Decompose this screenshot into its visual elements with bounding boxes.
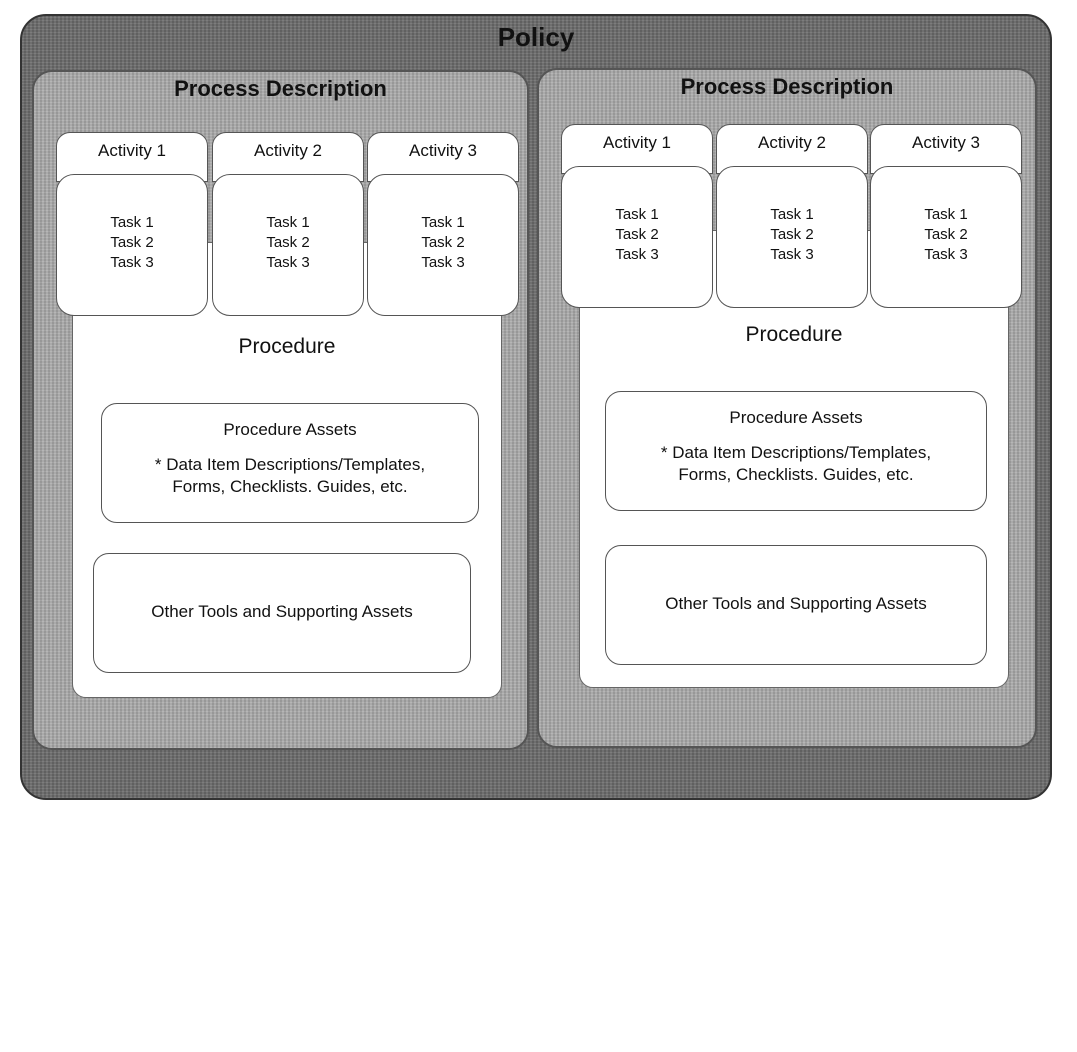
- task-item: Task 2: [421, 234, 465, 251]
- task-item: Task 3: [615, 246, 659, 263]
- other-tools-box: [93, 553, 471, 673]
- task-item: Task 2: [110, 234, 154, 251]
- task-item: Task 1: [421, 214, 465, 231]
- process-description-left: [32, 70, 529, 750]
- activity-2: [716, 124, 868, 308]
- procedure-assets-line-2: Forms, Checklists. Guides, etc.: [172, 477, 408, 496]
- task-item: Task 2: [924, 226, 968, 243]
- task-list: [716, 166, 868, 308]
- task-item: Task 2: [770, 226, 814, 243]
- task-list: [870, 166, 1022, 308]
- task-item: Task 3: [421, 254, 465, 271]
- task-item: Task 2: [266, 234, 310, 251]
- task-item: Task 1: [924, 206, 968, 223]
- task-item: Task 3: [924, 246, 968, 263]
- task-item: Task 1: [110, 214, 154, 231]
- activity-label: Activity 3: [367, 132, 519, 182]
- activity-2: [212, 132, 364, 316]
- task-list: [56, 174, 208, 316]
- procedure-assets-title: Procedure Assets: [729, 408, 863, 427]
- task-item: Task 1: [615, 206, 659, 223]
- task-list: [212, 174, 364, 316]
- other-tools-box: [605, 545, 987, 665]
- task-item: Task 3: [110, 254, 154, 271]
- activity-3: [870, 124, 1022, 308]
- policy-container: [20, 14, 1052, 800]
- activity-1: [56, 132, 208, 316]
- process-description-title: Process Description: [174, 76, 387, 101]
- procedure-assets-line-1: * Data Item Descriptions/Templates,: [660, 443, 932, 462]
- activity-label: Activity 3: [870, 124, 1022, 174]
- procedure-assets-note: [606, 442, 986, 486]
- task-list: [561, 166, 713, 308]
- activity-label: Activity 1: [561, 124, 713, 174]
- process-description-title: Process Description: [680, 74, 894, 99]
- procedure-assets-note: [102, 454, 478, 498]
- procedure-assets-box: [605, 391, 987, 511]
- task-item: Task 3: [266, 254, 310, 271]
- other-tools-label: Other Tools and Supporting Assets: [665, 594, 927, 613]
- procedure-assets-title: Procedure Assets: [223, 420, 357, 439]
- activity-label: Activity 1: [56, 132, 208, 182]
- policy-title: Policy: [497, 22, 575, 52]
- task-item: Task 3: [770, 246, 814, 263]
- task-item: Task 1: [770, 206, 814, 223]
- procedure-label: Procedure: [238, 335, 336, 358]
- activity-1: [561, 124, 713, 308]
- procedure-label: Procedure: [745, 323, 843, 346]
- procedure-assets-line-1: * Data Item Descriptions/Templates,: [154, 455, 426, 474]
- activity-label: Activity 2: [716, 124, 868, 174]
- task-item: Task 1: [266, 214, 310, 231]
- task-item: Task 2: [615, 226, 659, 243]
- task-list: [367, 174, 519, 316]
- activity-3: [367, 132, 519, 316]
- activity-label: Activity 2: [212, 132, 364, 182]
- procedure-assets-line-2: Forms, Checklists. Guides, etc.: [678, 465, 914, 484]
- procedure-assets-box: [101, 403, 479, 523]
- process-description-right: [537, 68, 1037, 748]
- other-tools-label: Other Tools and Supporting Assets: [151, 602, 413, 621]
